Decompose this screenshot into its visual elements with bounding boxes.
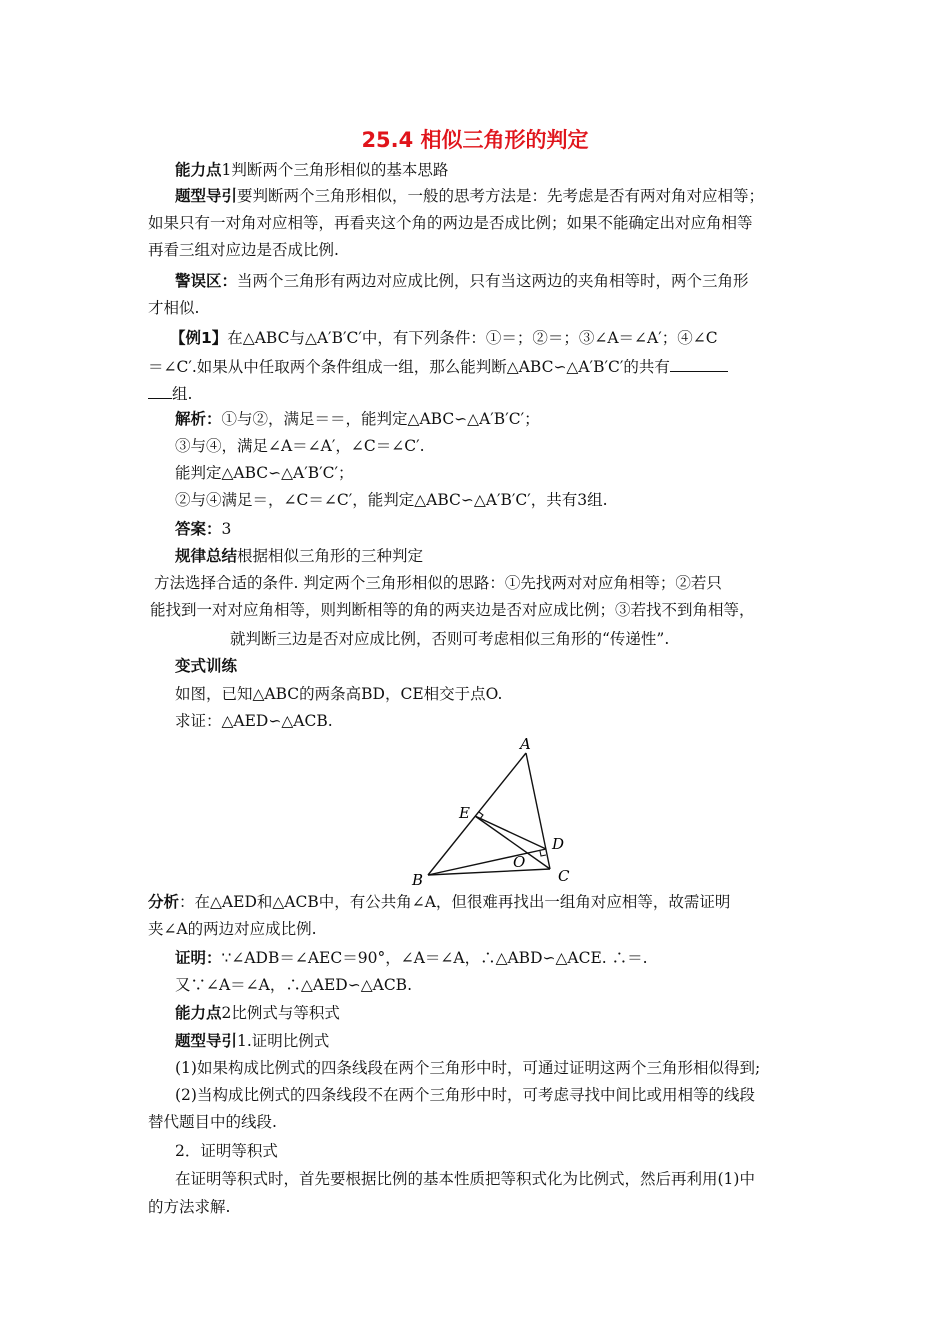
triangle-figure (400, 735, 590, 895)
guide-1-line-3: 再看三组对应边是否成比例. (148, 241, 339, 259)
vertex-label-o: O (513, 853, 526, 871)
variant-line-2: 求证：△AED∽△ACB. (175, 712, 333, 730)
analysis-1-line-1: 解析：①与②，满足＝＝，能判定△ABC∽△A′B′C′； (175, 410, 540, 428)
ability-point-2: 能力点2比例式与等积式 (175, 1004, 340, 1022)
analysis-2-line-2: 夹∠A的两边对应成比例. (148, 920, 317, 938)
guide-2-item-2a: (2)当构成比例式的四条线段不在两个三角形中时，可考虑寻找中间比或用相等的线段 (175, 1086, 755, 1104)
side-ac (526, 753, 550, 869)
answer-blank (670, 355, 728, 372)
summary-line-1: 规律总结根据相似三角形的三种判定 (175, 547, 424, 565)
vertex-label-a: A (520, 735, 531, 753)
side-bc (428, 869, 550, 875)
warning-line-1: 警误区：当两个三角形有两边对应成比例，只有当这两边的夹角相等时，两个三角形 (175, 272, 749, 290)
guide-1-line-2: 如果只有一对角对应相等，再看夹这个角的两边是否成比例；如果不能确定出对应角相等 (148, 214, 753, 232)
proof-line-1: 证明：∵∠ADB＝∠AEC＝90°，∠A＝∠A，∴△ABD∽△ACE. ∴＝. (175, 949, 648, 967)
summary-line-3: 能找到一对对应角相等，则判断相等的角的两夹边是否对应成比例；③若找不到角相等， (150, 601, 755, 619)
example-1-line-2: ＝∠C′.如果从中任取两个条件组成一组，那么能判断△ABC∽△A′B′C′的共有 (148, 355, 728, 377)
page-title: 25.4 相似三角形的判定 (361, 128, 589, 152)
answer-line: 答案：3 (175, 520, 232, 538)
analysis-1-line-4: ②与④满足＝，∠C＝∠C′，能判定△ABC∽△A′B′C′，共有3组. (175, 491, 608, 509)
example-1-line-1: 【例1】在△ABC与△A′B′C′中，有下列条件：①＝；②＝；③∠A＝∠A′；④∠C (170, 329, 718, 347)
guide-2-line-1: 题型导引1.证明比例式 (175, 1032, 330, 1050)
analysis-2-line-1: 分析：在△AED和△ACB中，有公共角∠A，但很难再找出一组角对应相等，故需证明 (148, 893, 731, 911)
guide-2-line-3: 在证明等积式时，首先要根据比例的基本性质把等积式化为比例式，然后再利用(1)中 (175, 1170, 755, 1188)
vertex-label-b: B (412, 871, 424, 889)
right-angle-mark-d (540, 851, 546, 856)
guide-2-line-4: 的方法求解. (148, 1198, 231, 1216)
guide-1-line-1: 题型导引要判断两个三角形相似，一般的思考方法是：先考虑是否有两对角对应相等； (175, 187, 765, 205)
example-1-line-3: 组. (148, 382, 192, 404)
answer-blank-continued (148, 382, 172, 399)
analysis-1-line-2: ③与④，满足∠A＝∠A′，∠C＝∠C′. (175, 437, 425, 455)
vertex-label-e: E (459, 804, 470, 822)
guide-2-line-2: 2．证明等积式 (175, 1142, 278, 1160)
warning-line-2: 才相似. (148, 299, 200, 317)
proof-line-2: 又∵∠A＝∠A，∴△AED∽△ACB. (175, 976, 412, 994)
analysis-1-line-3: 能判定△ABC∽△A′B′C′； (175, 464, 354, 482)
variant-line-1: 如图，已知△ABC的两条高BD，CE相交于点O. (175, 685, 503, 703)
variant-training-heading: 变式训练 (175, 657, 238, 675)
vertex-label-d: D (552, 835, 565, 853)
ability-point-1: 能力点1判断两个三角形相似的基本思路 (175, 161, 449, 179)
summary-line-4: 就判断三边是否对应成比例，否则可考虑相似三角形的“传递性”. (230, 630, 670, 648)
segment-ed (475, 816, 546, 849)
guide-2-item-1: (1)如果构成比例式的四条线段在两个三角形中时，可通过证明这两个三角形相似得到; (175, 1059, 761, 1077)
guide-2-item-2b: 替代题目中的线段. (148, 1113, 277, 1131)
vertex-label-c: C (558, 867, 570, 885)
summary-line-2: 方法选择合适的条件. 判定两个三角形相似的思路：①先找两对对应角相等；②若只 (154, 574, 722, 592)
